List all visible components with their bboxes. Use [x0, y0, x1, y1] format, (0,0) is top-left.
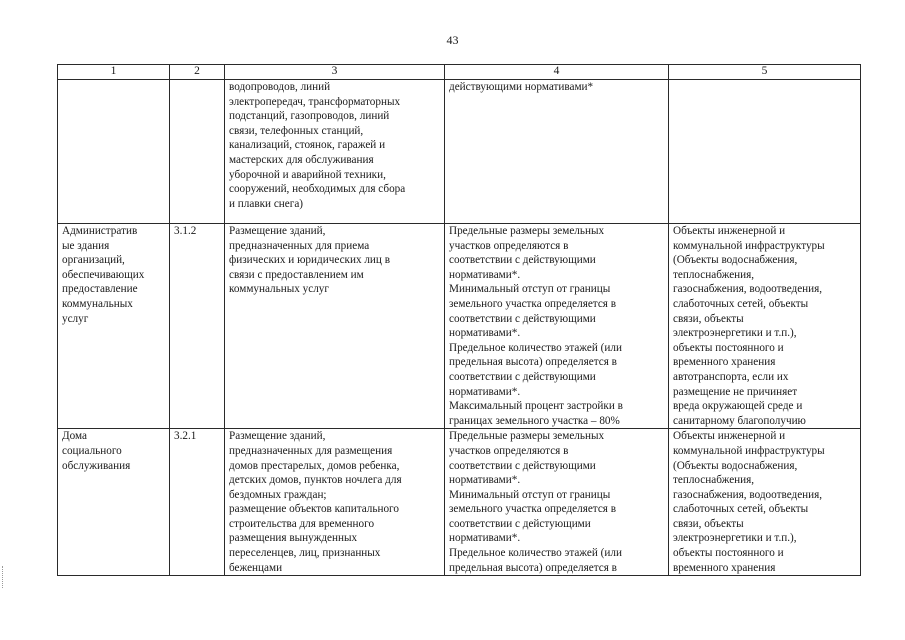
use-type-cell	[58, 80, 170, 224]
description-cell: водопроводов, линий электропередач, трансформаторных подстанций, газопроводов, линий связи, телефонных станций, канализаций, стоянок, гаражей и мастерских для обслуживания уборочной и аварийной техники, сооружений, необходимых для сбора и плавки снега)	[225, 80, 445, 224]
page-number: 43	[446, 33, 459, 47]
auxiliary-uses-cell: Объекты инженерной и коммунальной инфраструктуры (Объекты водоснабжения, теплоснабжения, газоснабжения, водоотведения, слаботочных сетей, объекты связи, объекты электроэнергетики и т.п.), объекты постоянного и временного хранения автотранспорта, если их размещение не причиняет вреда окружающей среде и санитарному благополучию	[669, 224, 861, 429]
use-type-cell: Дома социального обслуживания	[58, 429, 170, 576]
parameters-cell: Предельные размеры земельных участков определяются в соответствии с действующими нормативами*. Минимальный отступ от границы земельного участка определяется в соответствии с действующими нормативами*. Предельное количество этажей (или предельная высота) определяется в соответствии с действующими нормативами*. Максимальный процент застройки в границах земельного участка – 80%	[445, 224, 669, 429]
regulations-table	[57, 64, 861, 576]
header-col-2: 2	[170, 65, 225, 80]
header-col-1: 1	[58, 65, 170, 80]
use-type-cell: Административ ые здания организаций, обеспечивающих предоставление коммунальных услуг	[58, 224, 170, 429]
header-col-5: 5	[669, 65, 861, 80]
description-cell: Размещение зданий, предназначенных для приема физических и юридических лиц в связи с предоставлением им коммунальных услуг	[225, 224, 445, 429]
description-cell: Размещение зданий, предназначенных для размещения домов престарелых, домов ребенка, детских домов, пунктов ночлега для бездомных граждан; размещение объектов капитального строительства для временного размещения вынужденных переселенцев, лиц, признанных беженцами	[225, 429, 445, 576]
parameters-cell: действующими нормативами*	[445, 80, 669, 224]
table-row	[58, 429, 861, 576]
parameters-cell: Предельные размеры земельных участков определяются в соответствии с действующими нормативами*. Минимальный отступ от границы земельного участка определяется в соответствии с дейстующими нормативами*. Предельное количество этажей (или предельная высота) определяется в	[445, 429, 669, 576]
table-row	[58, 80, 861, 224]
scan-margin-mark	[2, 566, 5, 588]
header-col-3: 3	[225, 65, 445, 80]
code-cell	[170, 80, 225, 224]
code-cell: 3.1.2	[170, 224, 225, 429]
code-cell: 3.2.1	[170, 429, 225, 576]
table-header-row	[58, 65, 861, 80]
header-col-4: 4	[445, 65, 669, 80]
auxiliary-uses-cell: Объекты инженерной и коммунальной инфраструктуры (Объекты водоснабжения, теплоснабжения, газоснабжения, водоотведения, слаботочных сетей, объекты связи, объекты электроэнергетики и т.п.), объекты постоянного и временного хранения	[669, 429, 861, 576]
table-row	[58, 224, 861, 429]
auxiliary-uses-cell	[669, 80, 861, 224]
